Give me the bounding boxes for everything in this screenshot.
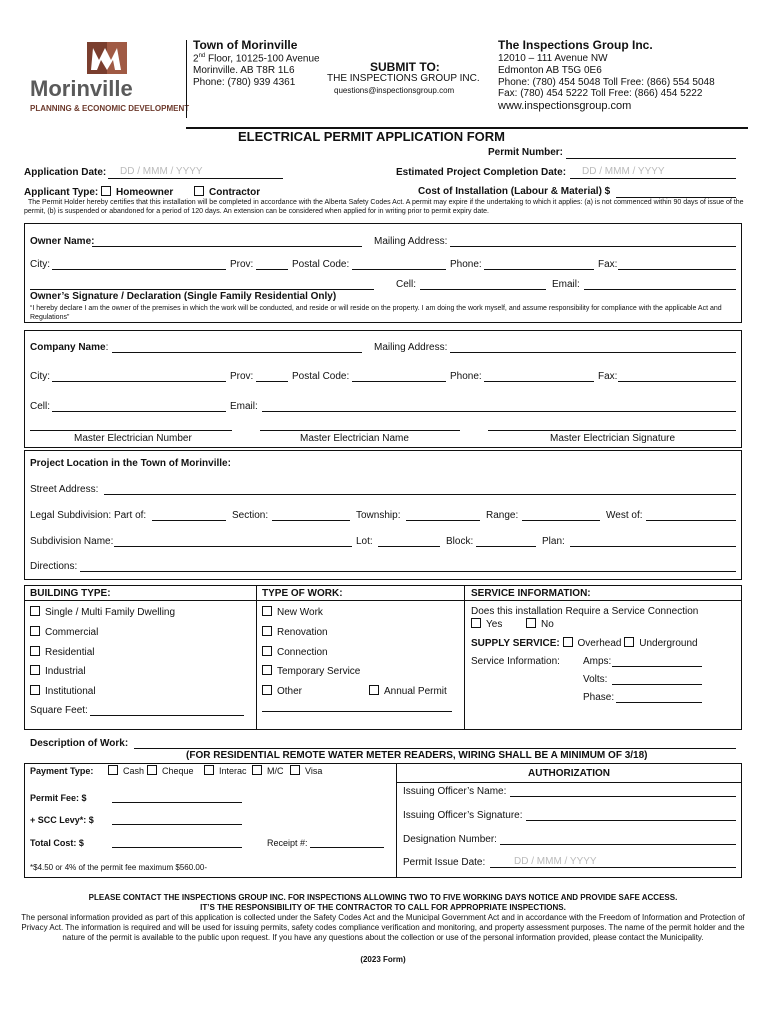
mc-checkbox[interactable] — [252, 765, 262, 775]
logo-name: Morinville — [30, 76, 133, 101]
owner-fax-label: Fax: — [598, 259, 618, 270]
payment-option: Cash — [108, 765, 144, 776]
west-of-field[interactable] — [646, 520, 736, 521]
payment-option: M/C — [252, 765, 284, 776]
company-phone-field[interactable] — [484, 381, 594, 382]
project-location-title: Project Location in the Town of Morinville: — [30, 458, 231, 469]
company-city-label: City: — [30, 371, 50, 382]
service-connection-question: Does this installation Require a Service Connection — [471, 606, 699, 617]
inspections-address-2: Edmonton AB T5G 0E6 — [498, 65, 602, 76]
permit-issue-date-placeholder: DD / MMM / YYYY — [514, 856, 597, 867]
certification-text: The Permit Holder hereby certifies that this installation will be completed in accordance with the Alberta Safety Codes Act. A permit may expire if the undertaking to which it applies: (a) is not commenced within 90 days of issue of the permit, (b) is suspended or abandoned for a period of 120 days. An extension can be considered when applied for in writing prior to permit expiry date. — [24, 199, 744, 215]
building-type-title: BUILDING TYPE: — [30, 588, 111, 599]
directions-field[interactable] — [80, 571, 736, 572]
owner-postal-field[interactable] — [352, 269, 446, 270]
applicant-type-label: Applicant Type: Homeowner — [24, 187, 174, 198]
plan-field[interactable] — [570, 546, 736, 547]
owner-name-label: Owner Name: — [30, 236, 95, 247]
payment-option: Cheque — [147, 765, 194, 776]
annual-permit-checkbox[interactable] — [369, 685, 379, 695]
service-info-title: SERVICE INFORMATION: — [471, 588, 591, 599]
owner-fax-field[interactable] — [618, 269, 736, 270]
receipt-label: Receipt #: — [267, 838, 308, 848]
work-option: New Work — [262, 606, 323, 618]
owner-postal-label: Postal Code: — [292, 259, 350, 270]
no-checkbox[interactable] — [526, 618, 536, 628]
master-electrician-name-field[interactable] — [260, 430, 460, 431]
building-header-rule — [24, 600, 742, 601]
officer-name-field[interactable] — [510, 796, 736, 797]
owner-email-label: Email: — [552, 279, 580, 290]
cheque-checkbox[interactable] — [147, 765, 157, 775]
legal-subdivision-label: Legal Subdivision: Part of: — [30, 510, 147, 521]
company-mailing-label: Mailing Address: — [374, 342, 448, 353]
scc-levy-field[interactable] — [112, 824, 242, 825]
service-yes-option: Yes — [471, 618, 502, 630]
application-date-field[interactable] — [108, 178, 283, 179]
connection-checkbox[interactable] — [262, 646, 272, 656]
privacy-statement: The personal information provided as part of this application is collected under the Safety Codes Act and the Municipal Government Act and in accordance with the Freedom of Information and Protection of Privacy Act. The information is required and will be used for issuing permits, safety codes compliance verification and monitoring, and property assessment purposes. The name of the permit holder and the nature of the permit is available to the public upon request. If you have any questions about the collection or use of the personal information provided, please contact the Municipality. — [21, 913, 745, 942]
phase-field[interactable] — [616, 702, 702, 703]
est-completion-label: Estimated Project Completion Date: — [396, 167, 567, 178]
range-field[interactable] — [522, 520, 600, 521]
subdivision-name-field[interactable] — [114, 546, 352, 547]
logo-tagline: PLANNING & ECONOMIC DEVELOPMENT — [30, 104, 190, 113]
master-electrician-signature-label: Master Electrician Signature — [550, 433, 676, 444]
company-fax-field[interactable] — [618, 381, 736, 382]
permit-fee-field[interactable] — [112, 802, 242, 803]
work-option: Other — [262, 685, 302, 697]
phase-label: Phase: — [583, 692, 615, 703]
cost-label: Cost of Installation (Labour & Material) $ — [418, 186, 611, 197]
annual-permit-option: Annual Permit — [369, 685, 447, 697]
interac-checkbox[interactable] — [204, 765, 214, 775]
contractor-checkbox[interactable] — [194, 186, 204, 196]
company-cell-field[interactable] — [52, 411, 226, 412]
section-label: Section: — [232, 510, 269, 521]
master-electrician-signature-field[interactable] — [488, 430, 736, 431]
visa-checkbox[interactable] — [290, 765, 300, 775]
lot-label: Lot: — [356, 536, 373, 547]
company-cell-label: Cell: — [30, 401, 51, 412]
description-field[interactable] — [134, 748, 736, 749]
scc-note: *$4.50 or 4% of the permit fee maximum $560.00- — [30, 863, 207, 872]
homeowner-checkbox[interactable] — [101, 186, 111, 196]
owner-cell-field[interactable] — [420, 289, 546, 290]
overhead-checkbox[interactable] — [563, 637, 573, 647]
inspection-notice: PLEASE CONTACT THE INSPECTIONS GROUP INC. FOR INSPECTIONS ALLOWING TWO TO FIVE WORKING DAYS NOTICE AND PROVIDE SAFE ACCESS. — [88, 893, 678, 902]
contractor-option: Contractor — [194, 186, 260, 198]
company-phone-label: Phone: — [450, 371, 482, 382]
owner-city-label: City: — [30, 259, 50, 270]
volts-field[interactable] — [612, 684, 702, 685]
building-type-option: Industrial — [30, 665, 86, 677]
master-electrician-number-field[interactable] — [30, 430, 232, 431]
town-address-1: 2nd Floor, 10125-100 Avenue — [193, 53, 320, 65]
inspections-address-1: 12010 – 111 Avenue NW — [498, 53, 608, 64]
square-feet-field[interactable] — [90, 715, 244, 716]
officer-signature-field[interactable] — [526, 820, 736, 821]
owner-cell-label: Cell: — [396, 279, 417, 290]
description-label: Description of Work: — [30, 738, 129, 749]
authorization-header-rule — [396, 782, 742, 783]
owner-mailing-label: Mailing Address: — [374, 236, 448, 247]
payment-option: Visa — [290, 765, 322, 776]
contractor-responsibility: IT’S THE RESPONSIBILITY OF THE CONTRACTOR TO CALL FOR APPROPRIATE INSPECTIONS. — [200, 903, 566, 912]
company-prov-field[interactable] — [256, 381, 288, 382]
work-option: Connection — [262, 646, 328, 658]
work-divider — [464, 585, 465, 730]
company-postal-field[interactable] — [352, 381, 446, 382]
owner-signature-field[interactable] — [30, 289, 374, 290]
receipt-field[interactable] — [310, 847, 384, 848]
square-feet-label: Square Feet: — [30, 705, 88, 716]
inspections-website: www.inspectionsgroup.com — [498, 100, 632, 112]
submit-email: questions@inspectionsgroup.com — [334, 86, 455, 95]
inspections-phone: Phone: (780) 454 5048 Toll Free: (866) 554 5048 — [498, 77, 715, 88]
owner-phone-label: Phone: — [450, 259, 482, 270]
total-cost-label: Total Cost: $ — [30, 838, 84, 848]
single-multi-checkbox[interactable] — [30, 606, 40, 616]
application-date-label: Application Date: — [24, 167, 107, 178]
work-option: Renovation — [262, 626, 328, 638]
form-title: ELECTRICAL PERMIT APPLICATION FORM — [238, 129, 505, 144]
other-checkbox[interactable] — [262, 685, 272, 695]
subdivision-name-label: Subdivision Name: — [30, 536, 114, 547]
supply-service-row: SUPPLY SERVICE: Overhead Underground — [471, 638, 698, 649]
street-address-label: Street Address: — [30, 484, 99, 495]
designation-number-field[interactable] — [500, 844, 736, 845]
company-mailing-field[interactable] — [450, 352, 736, 353]
work-option: Temporary Service — [262, 665, 360, 677]
authorization-title: AUTHORIZATION — [528, 768, 611, 779]
application-date-placeholder: DD / MMM / YYYY — [120, 166, 203, 177]
inspections-title: The Inspections Group Inc. — [498, 38, 653, 52]
residential-checkbox[interactable] — [30, 646, 40, 656]
logo-divider — [186, 40, 187, 118]
company-city-field[interactable] — [52, 381, 226, 382]
institutional-checkbox[interactable] — [30, 685, 40, 695]
township-label: Township: — [356, 510, 401, 521]
renovation-checkbox[interactable] — [262, 626, 272, 636]
scc-levy-label: + SCC Levy*: $ — [30, 815, 94, 825]
company-email-field[interactable] — [262, 411, 736, 412]
permit-issue-date-field[interactable] — [490, 867, 736, 868]
other-work-field[interactable] — [262, 711, 452, 712]
total-cost-field[interactable] — [112, 847, 242, 848]
designation-number-label: Designation Number: — [403, 834, 497, 845]
street-address-field[interactable] — [104, 494, 736, 495]
service-no-option: No — [526, 618, 554, 630]
permit-fee-label: Permit Fee: $ — [30, 793, 87, 803]
building-type-option: Residential — [30, 646, 94, 658]
company-name-label: Company Name: — [30, 342, 109, 353]
morinville-logo-icon — [85, 40, 129, 76]
master-electrician-number-label: Master Electrician Number — [74, 433, 192, 444]
township-field[interactable] — [406, 520, 480, 521]
payment-divider — [396, 763, 397, 878]
owner-mailing-field[interactable] — [450, 246, 736, 247]
residential-note: (FOR RESIDENTIAL REMOTE WATER METER READERS, WIRING SHALL BE A MINIMUM OF 3/18) — [186, 750, 648, 761]
company-name-field[interactable] — [112, 352, 362, 353]
submit-line-1: THE INSPECTIONS GROUP INC. — [327, 73, 480, 84]
section-field[interactable] — [272, 520, 350, 521]
building-type-option: Institutional — [30, 685, 96, 697]
owner-prov-field[interactable] — [256, 269, 288, 270]
owner-declaration: “I hereby declare I am the owner of the premises in which the work will be conducted, and reside or will reside on the property. I am doing the work myself, and assume responsibility for compliance with the applicable Act and Regulations” — [30, 305, 722, 321]
company-email-label: Email: — [230, 401, 258, 412]
plan-label: Plan: — [542, 536, 565, 547]
permit-issue-date-label: Permit Issue Date: — [403, 857, 486, 868]
range-label: Range: — [486, 510, 519, 521]
owner-signature-title: Owner’s Signature / Declaration (Single Family Residential Only) — [30, 291, 337, 302]
temporary-service-checkbox[interactable] — [262, 665, 272, 675]
permit-number-field[interactable] — [566, 158, 736, 159]
service-information-label: Service Information: — [471, 656, 560, 667]
payment-type-label: Payment Type: — [30, 766, 94, 776]
inspections-fax: Fax: (780) 454 5222 Toll Free: (866) 454 5222 — [498, 88, 703, 99]
form-year: (2023 Form) — [360, 955, 406, 964]
master-electrician-name-label: Master Electrician Name — [300, 433, 409, 444]
block-field[interactable] — [476, 546, 536, 547]
company-prov-label: Prov: — [230, 371, 254, 382]
directions-label: Directions: — [30, 561, 78, 572]
town-title: Town of Morinville — [193, 38, 298, 52]
block-label: Block: — [446, 536, 474, 547]
type-of-work-title: TYPE OF WORK: — [262, 588, 343, 599]
company-fax-label: Fax: — [598, 371, 618, 382]
building-divider — [256, 585, 257, 730]
commercial-checkbox[interactable] — [30, 626, 40, 636]
lot-field[interactable] — [378, 546, 440, 547]
submit-title: SUBMIT TO: — [370, 60, 440, 74]
officer-name-label: Issuing Officer’s Name: — [403, 786, 507, 797]
cash-checkbox[interactable] — [108, 765, 118, 775]
est-completion-placeholder: DD / MMM / YYYY — [582, 166, 665, 177]
part-of-field[interactable] — [152, 520, 226, 521]
industrial-checkbox[interactable] — [30, 665, 40, 675]
est-completion-field[interactable] — [570, 178, 736, 179]
new-work-checkbox[interactable] — [262, 606, 272, 616]
company-postal-label: Postal Code: — [292, 371, 350, 382]
owner-prov-label: Prov: — [230, 259, 254, 270]
building-type-option: Single / Multi Family Dwelling — [30, 606, 175, 618]
amps-field[interactable] — [612, 666, 702, 667]
underground-checkbox[interactable] — [624, 637, 634, 647]
town-phone: Phone: (780) 939 4361 — [193, 77, 296, 88]
payment-option: Interac — [204, 765, 247, 776]
owner-name-field[interactable] — [92, 246, 362, 247]
officer-signature-label: Issuing Officer’s Signature: — [403, 810, 523, 821]
owner-email-field[interactable] — [584, 289, 736, 290]
volts-label: Volts: — [583, 674, 608, 685]
west-of-label: West of: — [606, 510, 643, 521]
owner-phone-field[interactable] — [484, 269, 594, 270]
owner-city-field[interactable] — [52, 269, 226, 270]
yes-checkbox[interactable] — [471, 618, 481, 628]
permit-number-label: Permit Number: — [488, 147, 564, 158]
amps-label: Amps: — [583, 656, 612, 667]
building-type-option: Commercial — [30, 626, 98, 638]
town-address-2: Morinville. AB T8R 1L6 — [193, 65, 295, 76]
